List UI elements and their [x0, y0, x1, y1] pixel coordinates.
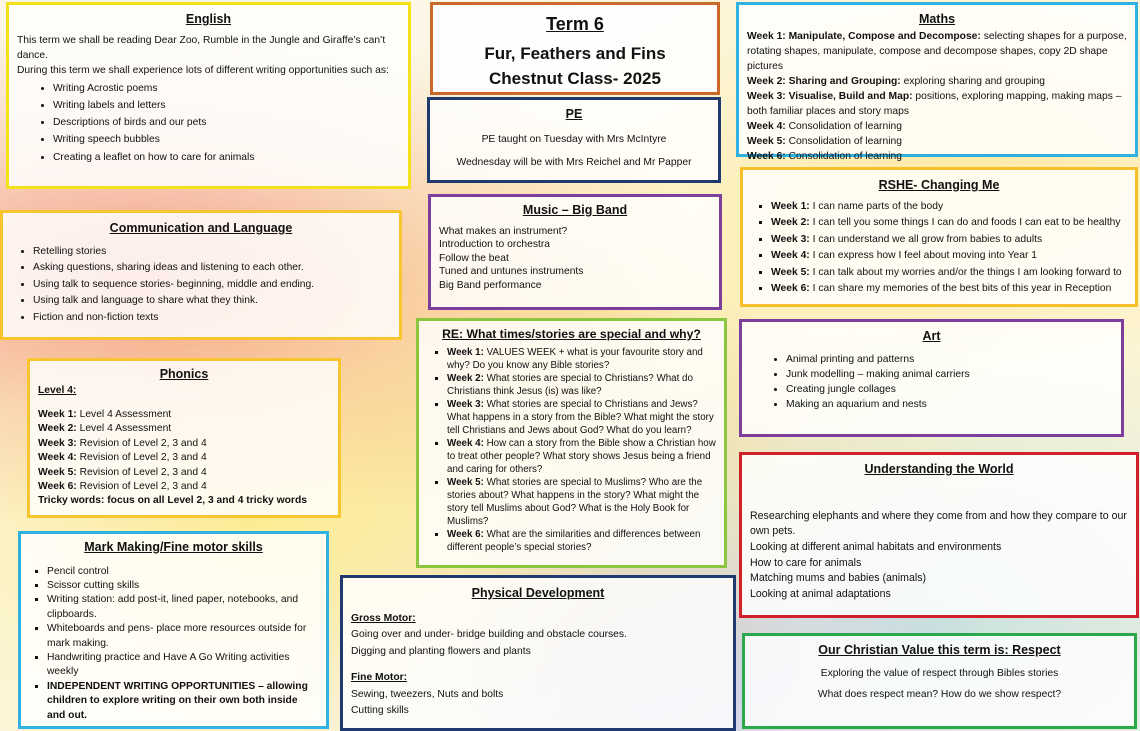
christian-value-title: Our Christian Value this term is: Respect	[818, 643, 1061, 657]
music-line: Tuned and untunes instruments	[439, 266, 584, 278]
rshe-week: ▪ Week 3: I can understand we all grow from babies to adults	[771, 232, 1127, 248]
english-panel	[6, 2, 411, 189]
utw-line: Matching mums and babies (animals)	[750, 572, 927, 585]
phonics-week: Week 1: Level 4 Assessment	[38, 408, 172, 420]
phonics-week: Week 5: Revision of Level 2, 3 and 4	[38, 466, 207, 478]
mark-making-panel	[18, 531, 329, 729]
re-title: RE: What times/stories are special and why?	[442, 327, 701, 341]
maths-week: Week 3: Visualise, Build and Map: positions, exploring mapping, making maps – both familiar places and story maps	[747, 90, 1122, 117]
maths-week: Week 6: Consolidation of learning	[747, 150, 902, 162]
mark-making-bold-item: ▪ INDEPENDENT WRITING OPPORTUNITIES – allowing children to explore writing on their own both inside and out.	[47, 680, 318, 723]
music-panel	[428, 194, 722, 310]
rshe-panel	[740, 167, 1138, 307]
mark-making-item: ▪ Scissor cutting skills	[47, 579, 318, 593]
phonics-week: Week 2: Level 4 Assessment	[38, 423, 172, 435]
music-line: Follow the beat	[439, 252, 509, 264]
communication-item: • Fiction and non-fiction texts	[33, 310, 391, 326]
topic-heading: Fur, Feathers and Fins	[484, 44, 666, 63]
english-item: • Writing labels and letters	[53, 97, 400, 114]
maths-week: Week 2: Sharing and Grouping: exploring sharing and grouping	[747, 75, 1045, 87]
music-title: Music – Big Band	[522, 203, 628, 217]
re-week: ▪ Week 1: VALUES WEEK + what is your favourite story and why? Do you know any Bible stories?	[447, 346, 716, 372]
utw-line: Researching elephants and where they come from and how they compare to our own pets.	[750, 509, 1127, 538]
mark-making-item: ▪ Pencil control	[47, 565, 318, 579]
christian-value-line-2: What does respect mean? How do we show respect?	[817, 689, 1062, 701]
maths-title: Maths	[918, 12, 956, 26]
english-item: • Creating a leaflet on how to care for animals	[53, 149, 400, 166]
rshe-week: ▪ Week 6: I can share my memories of the best bits of this year in Reception	[771, 281, 1127, 297]
music-line: What makes an instrument?	[439, 225, 568, 237]
art-title: Art	[922, 329, 941, 343]
communication-item: • Retelling stories	[33, 244, 391, 260]
pe-line-1: PE taught on Tuesday with Mrs McIntyre	[481, 133, 667, 145]
christian-value-panel	[742, 633, 1137, 729]
communication-panel	[0, 210, 402, 340]
class-heading: Chestnut Class- 2025	[489, 68, 661, 88]
english-item: • Descriptions of birds and our pets	[53, 114, 400, 131]
re-week: ▪ Week 3: What stories are special to Christians and Jews? What happens in a story from the Bible? What might the story tell Christians and Jews about God? What do you learn?	[447, 398, 716, 437]
english-intro-2: During this term we shall experience lots of different writing opportunities such as:	[17, 64, 389, 76]
art-panel	[739, 319, 1124, 437]
fine-motor-line: Sewing, tweezers, Nuts and bolts	[351, 688, 504, 700]
pe-line-2: Wednesday will be with Mrs Reichel and Mr Papper	[456, 156, 692, 168]
rshe-week: ▪ Week 5: I can talk about my worries and/or the things I am looking forward to	[771, 265, 1127, 281]
re-week: ▪ Week 5: What stories are special to Muslims? Who are the stories about? What happens in the story? What might the story tell Muslims about God? What is the Holy Book for Muslims?	[447, 476, 716, 528]
mark-making-title: Mark Making/Fine motor skills	[84, 540, 263, 554]
utw-line: How to care for animals	[750, 556, 862, 569]
utw-line: Looking at animal adaptations	[750, 587, 891, 600]
utw-line: Looking at different animal habitats and environments	[750, 540, 1002, 553]
mark-making-item: ▪ Handwriting practice and Have A Go Writing activities weekly	[47, 651, 318, 680]
pe-title: PE	[565, 107, 583, 121]
term-title-panel	[430, 2, 720, 95]
mark-making-item: ▪ Writing station: add post-it, lined paper, notebooks, and clipboards.	[47, 593, 318, 622]
re-panel	[416, 318, 727, 568]
phonics-week: Week 6: Revision of Level 2, 3 and 4	[38, 480, 207, 492]
rshe-week: ▪ Week 4: I can express how I feel about moving into Year 1	[771, 248, 1127, 264]
phonics-tricky-words: Tricky words: focus on all Level 2, 3 and 4 tricky words	[38, 495, 307, 507]
re-week: ▪ Week 4: How can a story from the Bible show a Christian how to treat other people? What story shows Jesus being a friend and caring for others?	[447, 437, 716, 476]
english-item: • Writing Acrostic poems	[53, 80, 400, 97]
communication-item: • Asking questions, sharing ideas and listening to each other.	[33, 260, 391, 276]
music-line: Introduction to orchestra	[439, 239, 551, 251]
communication-title: Communication and Language	[109, 221, 293, 235]
gross-motor-label: Gross Motor:	[351, 613, 416, 624]
term-heading: Term 6	[546, 14, 604, 34]
fine-motor-label: Fine Motor:	[351, 672, 408, 684]
pe-panel	[427, 97, 721, 183]
art-item: • Making an aquarium and nests	[786, 398, 1113, 413]
mark-making-item: ▪ Whiteboards and pens- place more resources outside for mark making.	[47, 622, 318, 651]
fine-motor-line: Cutting skills	[351, 705, 409, 717]
rshe-week: ▪ Week 1: I can name parts of the body	[771, 199, 1127, 215]
rshe-week: ▪ Week 2: I can tell you some things I can do and foods I can eat to be healthy	[771, 215, 1127, 231]
utw-panel	[739, 452, 1139, 618]
english-title: English	[185, 12, 232, 26]
art-item: • Animal printing and patterns	[786, 353, 1113, 368]
phonics-level: Level 4:	[38, 384, 77, 396]
communication-item: • Using talk and language to share what they think.	[33, 293, 391, 309]
gross-motor-line: Digging and planting flowers and plants	[351, 645, 531, 657]
maths-week: Week 1: Manipulate, Compose and Decompose: selecting shapes for a purpose, rotating shapes, manipulate, compose and decompose shapes, copy 2D shape pictures	[747, 31, 1127, 72]
phonics-title: Phonics	[159, 367, 209, 381]
maths-week: Week 5: Consolidation of learning	[747, 135, 902, 147]
music-line: Big Band performance	[439, 279, 542, 291]
re-week: ▪ Week 2: What stories are special to Christians? What do Christians think Jesus (is) was like?	[447, 372, 716, 398]
utw-title: Understanding the World	[864, 462, 1014, 476]
maths-week: Week 4: Consolidation of learning	[747, 120, 902, 132]
english-intro-1: This term we shall be reading Dear Zoo, Rumble in the Jungle and Giraffe’s can’t dance.	[17, 34, 386, 61]
physical-title: Physical Development	[471, 586, 605, 600]
re-week: ▪ Week 6: What are the similarities and differences between different people’s special stories?	[447, 528, 716, 554]
rshe-title: RSHE- Changing Me	[878, 178, 1000, 192]
maths-panel	[736, 2, 1138, 162]
physical-panel	[340, 575, 736, 731]
english-item: • Writing speech bubbles	[53, 131, 400, 148]
christian-value-line-1: Exploring the value of respect through Bibles stories	[820, 667, 1059, 679]
phonics-panel	[27, 358, 341, 518]
communication-item: • Using talk to sequence stories- beginning, middle and ending.	[33, 277, 391, 293]
phonics-week: Week 3: Revision of Level 2, 3 and 4	[38, 437, 207, 449]
art-item: • Creating jungle collages	[786, 383, 1113, 398]
phonics-week: Week 4: Revision of Level 2, 3 and 4	[38, 452, 207, 464]
gross-motor-line: Going over and under- bridge building and obstacle courses.	[351, 629, 627, 641]
art-item: • Junk modelling – making animal carriers	[786, 368, 1113, 383]
